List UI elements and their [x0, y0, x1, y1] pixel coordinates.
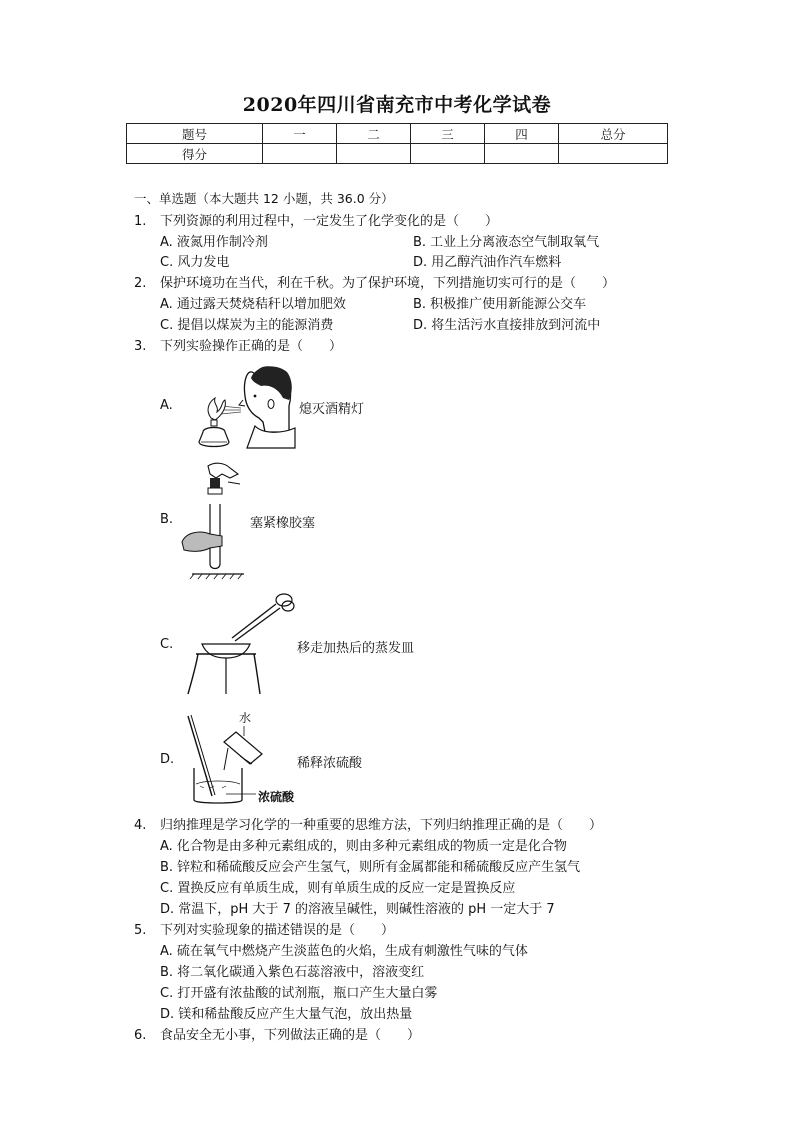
option-5b: B. 将二氧化碳通入紫色石蕊溶液中，溶液变红	[160, 965, 425, 980]
option-4d: D. 常温下，pH 大于 7 的溶液呈碱性，则碱性溶液的 pH 一定大于 7	[160, 902, 555, 917]
question-number: 4.	[134, 818, 147, 833]
upper-hand	[208, 463, 238, 478]
person-eye	[254, 395, 257, 398]
question-stem: 保护环境功在当代，利在千秋。为了保护环境，下列措施切实可行的是（ ）	[160, 276, 616, 291]
question-number: 1.	[134, 214, 147, 229]
caption-3d: 稀释浓硫酸	[297, 756, 363, 771]
tripod-leg	[254, 654, 260, 694]
stopper-base	[208, 488, 222, 494]
option-4c: C. 置换反应有单质生成，则有单质生成的反应一定是置换反应	[160, 881, 516, 896]
option-3c-label: C.	[160, 637, 174, 652]
question-4	[134, 814, 602, 833]
option-5c: C. 打开盛有浓盐酸的试剂瓶，瓶口产生大量白雾	[160, 986, 438, 1001]
label-concentrated-acid: 浓硫酸	[258, 790, 295, 804]
question-number: 2.	[134, 276, 147, 291]
question-stem: 归纳推理是学习化学的一种重要的思维方法，下列归纳推理正确的是（ ）	[160, 818, 603, 833]
question-stem: 下列资源的利用过程中，一定发生了化学变化的是（ ）	[160, 214, 499, 229]
table-cell: 总分	[559, 124, 668, 144]
question-5	[134, 919, 394, 938]
question-stem: 下列对实验现象的描述错误的是（ ）	[160, 923, 395, 938]
finger-line	[228, 482, 240, 484]
rubber-stopper	[210, 478, 220, 488]
table-cell: 得分	[127, 144, 263, 164]
alcohol-lamp-icon	[199, 428, 229, 447]
section-heading: 一、单选题（本大题共 12 小题，共 36.0 分）	[134, 191, 394, 206]
table-cell: 二	[337, 124, 411, 144]
caption-3c: 移走加热后的蒸发皿	[297, 641, 415, 656]
stopper-figure	[178, 460, 250, 580]
table-cell: 三	[411, 124, 485, 144]
lamp-wick-holder	[211, 420, 217, 426]
table-cell: 题号	[127, 124, 263, 144]
table-row	[127, 124, 668, 144]
evaporating-dish-figure	[180, 590, 296, 698]
blow-out-lamp-figure	[185, 362, 297, 450]
glass-rod	[188, 716, 212, 796]
table-cell	[337, 144, 411, 164]
table-cell	[411, 144, 485, 164]
tongs-arm	[232, 604, 276, 638]
label-water: 水	[239, 711, 252, 725]
question-number: 6.	[134, 1028, 147, 1043]
table-hatch	[190, 574, 242, 579]
option-2a: A. 通过露天焚烧秸秆以增加肥效	[160, 297, 346, 312]
person-nose	[239, 400, 245, 406]
flame-icon	[208, 398, 225, 420]
table-row	[127, 144, 668, 164]
option-1d: D. 用乙醇汽油作汽车燃料	[413, 255, 562, 270]
option-2d: D. 将生活污水直接排放到河流中	[413, 318, 601, 333]
page-title: 2020年四川省南充市中考化学试卷	[242, 94, 552, 116]
acid-surface	[196, 781, 240, 784]
tongs-arm	[235, 608, 280, 641]
caption-3a: 熄灭酒精灯	[299, 402, 365, 417]
option-1c: C. 风力发电	[160, 255, 230, 270]
tongs-handle	[276, 594, 292, 606]
question-1	[134, 210, 498, 229]
pour-stream	[224, 748, 228, 770]
question-6	[134, 1024, 420, 1043]
option-3a-label: A.	[160, 398, 173, 413]
question-stem: 下列实验操作正确的是（ ）	[160, 339, 343, 354]
question-number: 5.	[134, 923, 147, 938]
table-cell	[559, 144, 668, 164]
table-cell	[263, 144, 337, 164]
option-2b: B. 积极推广使用新能源公交车	[413, 297, 587, 312]
option-2c: C. 提倡以煤炭为主的能源消费	[160, 318, 334, 333]
tripod-leg	[188, 654, 198, 694]
option-5d: D. 镁和稀盐酸反应产生大量气泡，放出热量	[160, 1007, 413, 1022]
option-5a: A. 硫在氧气中燃烧产生淡蓝色的火焰，生成有刺激性气味的气体	[160, 944, 528, 959]
table-cell: 四	[485, 124, 559, 144]
option-1a: A. 液氮用作制冷剂	[160, 235, 268, 250]
table-cell	[485, 144, 559, 164]
evaporating-dish-icon	[202, 644, 250, 658]
question-2	[134, 272, 615, 291]
option-3b-label: B.	[160, 512, 174, 527]
option-4b: B. 锌粒和稀硫酸反应会产生氢气，则所有金属都能和稀硫酸反应产生氢气	[160, 860, 581, 875]
question-number: 3.	[134, 339, 147, 354]
acid-beaker-icon	[194, 768, 242, 803]
option-4a: A. 化合物是由多种元素组成的，则由多种元素组成的物质一定是化合物	[160, 839, 567, 854]
water-beaker-icon	[224, 732, 262, 764]
question-stem: 食品安全无小事，下列做法正确的是（ ）	[160, 1028, 421, 1043]
score-table	[126, 123, 668, 164]
table-cell: 一	[263, 124, 337, 144]
caption-3b: 塞紧橡胶塞	[250, 516, 316, 531]
option-1b: B. 工业上分离液态空气制取氧气	[413, 235, 600, 250]
option-3d-label: D.	[160, 752, 175, 767]
breath-line	[221, 412, 241, 414]
question-3	[134, 335, 342, 354]
